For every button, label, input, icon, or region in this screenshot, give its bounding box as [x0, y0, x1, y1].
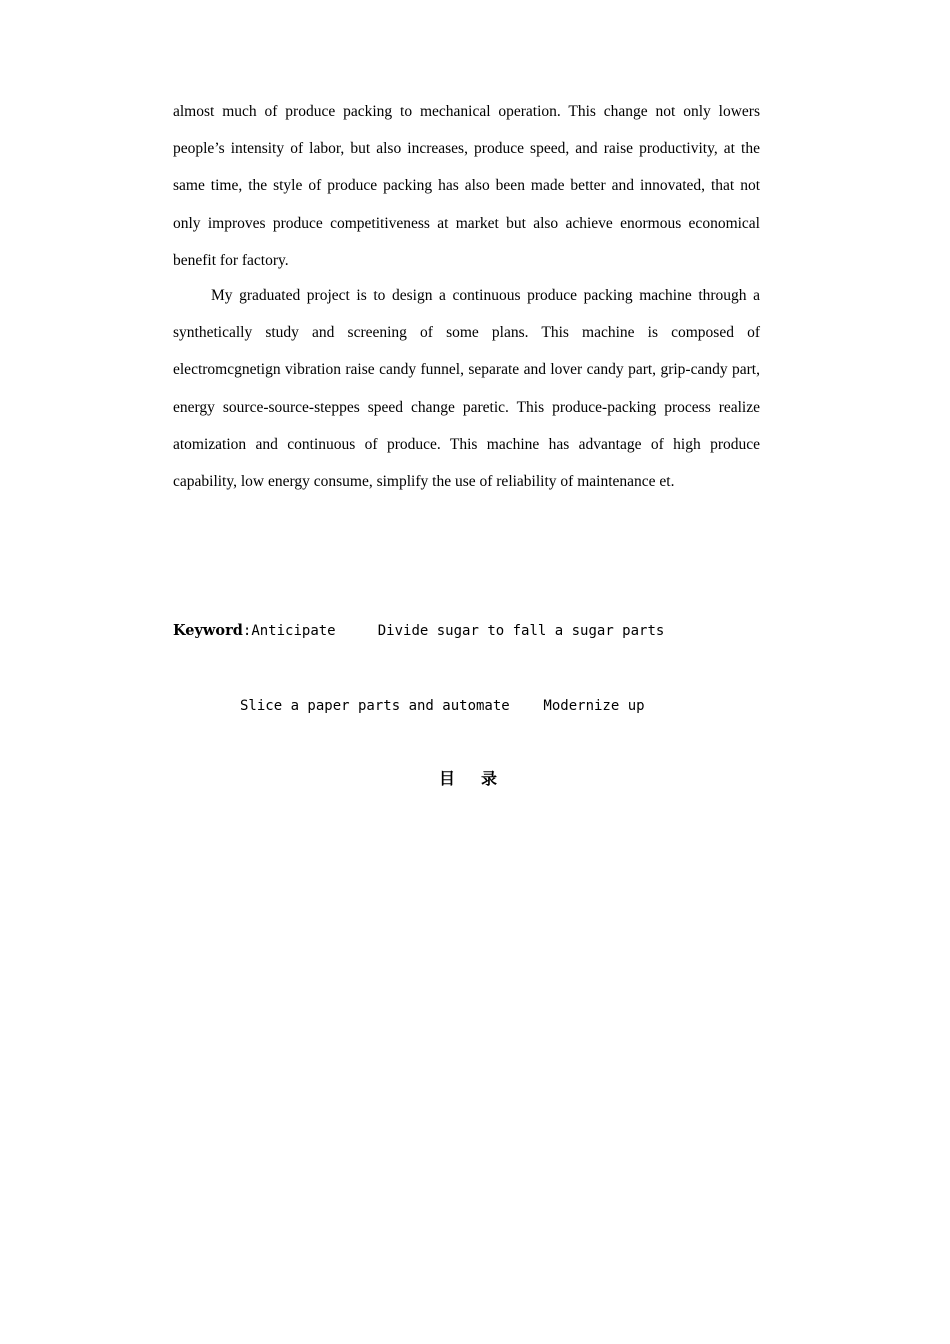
abstract-body — [173, 93, 760, 500]
abstract-paragraph-2: My graduated project is to design a continuous produce packing machine through a synthetically study and screening of some plans. This machine is composed of electromcgnetign vibration raise candy funnel, separate and lover candy part, grip-candy part, energy source-source-steppes speed change paretic. This produce-packing process realize atomization and continuous of produce. This machine has advantage of high produce capability, low energy consume, simplify the use of reliability of maintenance et. — [173, 287, 760, 491]
keywords-separator: : — [242, 623, 252, 639]
keywords-line-2 — [173, 694, 773, 719]
toc-heading — [0, 766, 936, 789]
keywords-label: Keyword — [173, 622, 243, 639]
keywords-line-1 — [173, 618, 773, 644]
keywords-list-1: Anticipate Divide sugar to fall a sugar parts — [251, 623, 665, 639]
toc-heading-char-2: 录 — [481, 769, 498, 788]
keywords-list-2: Slice a paper parts and automate Modernize up — [240, 698, 645, 714]
keywords-block — [173, 568, 773, 769]
toc-heading-char-1: 目 — [438, 769, 455, 788]
abstract-paragraph-1: almost much of produce packing to mechanical operation. This change not only lowers people’s intensity of labor, but also increases, produce speed, and raise productivity, at the same time, the style of produce packing has also been made better and innovated, that not only improves produce competitiveness at market but also achieve enormous economical benefit for factory. — [173, 103, 760, 269]
